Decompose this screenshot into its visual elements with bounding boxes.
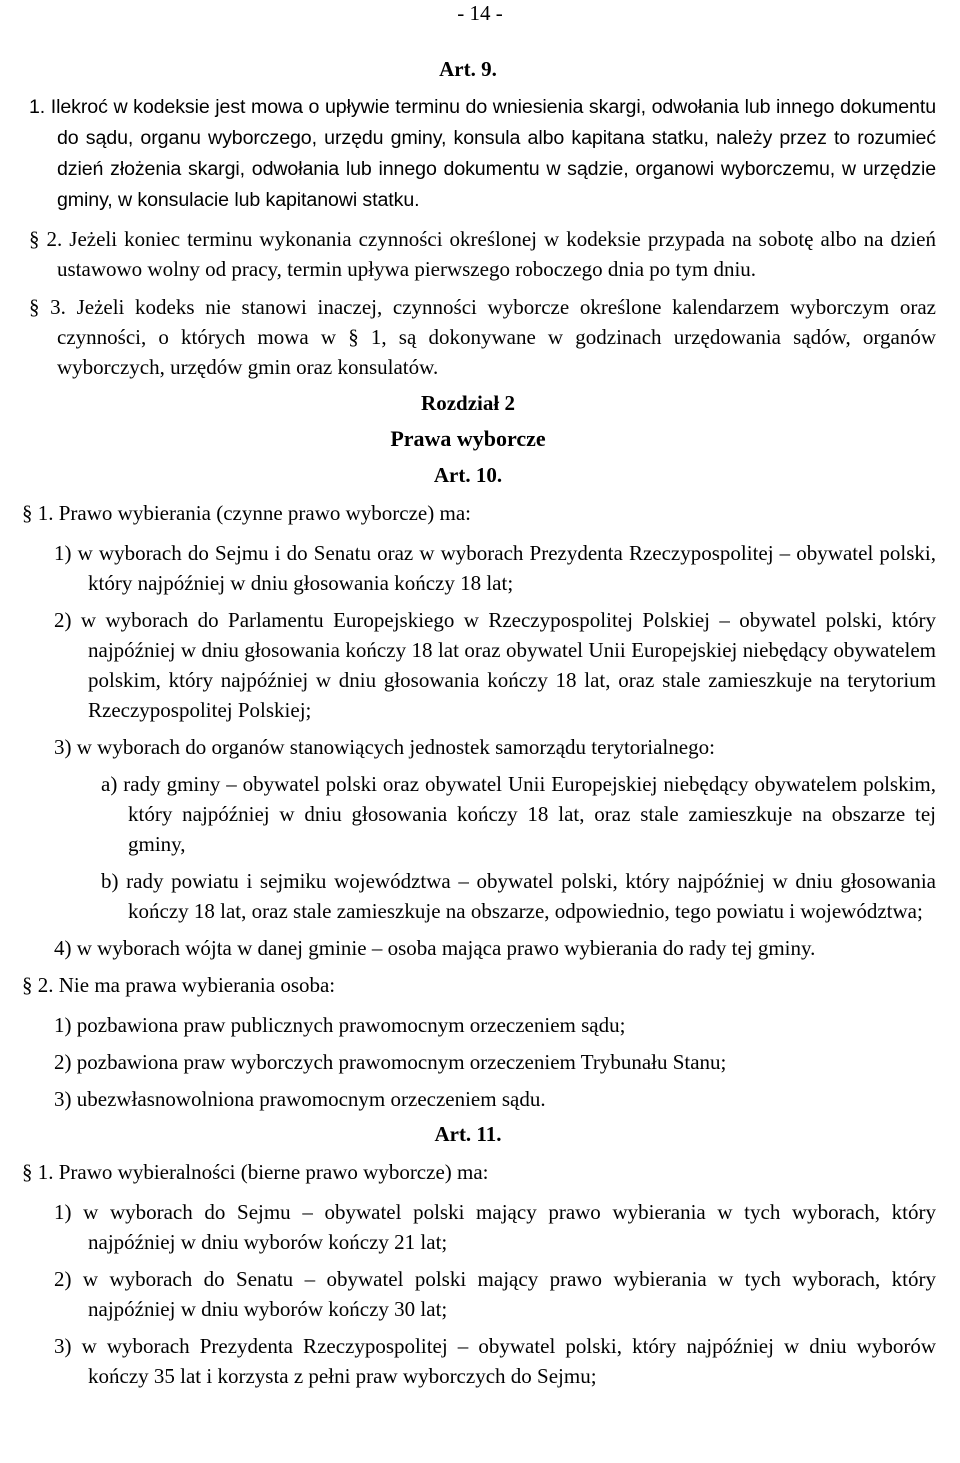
article-10-subitem-a: a) rady gminy – obywatel polski oraz obywatel Unii Europejskiej niebędący obywatelem polskim, który najpóźniej w dniu głosowania kończy 18 lat, oraz stale zamieszkuje na obszarze tej gminy, [101,772,936,856]
article-10-subitem-b: b) rady powiatu i sejmiku województwa – obywatel polski, który najpóźniej w dniu głosowania kończy 18 lat, oraz stale zamieszkuje na obszarze, odpowiednio, tego powiatu i województwa; [101,869,936,923]
chapter-subtitle: Prawa wyborcze [390,426,546,451]
document-body [0,56,940,1398]
article-9-heading: Art. 9. [439,57,497,81]
article-10-item-2: 2) w wyborach do Parlamentu Europejskiego w Rzeczypospolitej Polskiej – obywatel polski, który najpóźniej w dniu głosowania kończy 18 lat oraz obywatel Unii Europejskiej niebędący obywatelem polskim, który najpóźniej w dniu głosowania kończy 18 lat, oraz stale zamieszkuje na terytorium Rzeczypospolitej Polskiej; [54,608,936,722]
article-10-paragraph-2-item-1: 1) pozbawiona praw publicznych prawomocnym orzeczeniem sądu; [54,1013,626,1037]
article-10-heading: Art. 10. [433,463,503,487]
article-9-paragraph-2: § 2. Jeżeli koniec terminu wykonania czynności określonej w kodeksie przypada na sobotę albo na dzień ustawowo wolny od pracy, termin upływa pierwszego roboczego dnia po tym dniu. [29,227,936,281]
article-10-paragraph-2-intro: § 2. Nie ma prawa wybierania osoba: [22,973,336,997]
article-11-heading: Art. 11. [434,1122,502,1146]
article-9-paragraph-3: § 3. Jeżeli kodeks nie stanowi inaczej, czynności wyborcze określone kalendarzem wyborczym oraz czynności, o których mowa w § 1, są dokonywane w godzinach urzędowania sądów, organów wyborczych, urzędów gmin oraz konsulatów. [29,295,936,379]
page-number: - 14 - [457,1,503,25]
article-10-item-4: 4) w wyborach wójta w danej gminie – osoba mająca prawo wybierania do rady tej gminy. [54,936,816,960]
article-11-item-2: 2) w wyborach do Senatu – obywatel polski mający prawo wybierania w tych wyborach, który najpóźniej w dniu wyborów kończy 30 lat; [54,1267,936,1321]
article-10-item-1: 1) w wyborach do Sejmu i do Senatu oraz w wyborach Prezydenta Rzeczypospolitej – obywatel polski, który najpóźniej w dniu głosowania kończy 18 lat; [54,541,936,595]
article-11-paragraph-1-intro: § 1. Prawo wybieralności (bierne prawo wyborcze) ma: [22,1160,489,1184]
article-10-paragraph-2-item-3: 3) ubezwłasnowolniona prawomocnym orzeczeniem sądu. [54,1087,546,1111]
article-10-paragraph-2-item-2: 2) pozbawiona praw wyborczych prawomocnym orzeczeniem Trybunału Stanu; [54,1050,727,1074]
article-11-item-1: 1) w wyborach do Sejmu – obywatel polski mający prawo wybierania w tych wyborach, który najpóźniej w dniu wyborów kończy 21 lat; [54,1200,936,1254]
article-9-paragraph-1: 1. Ilekroć w kodeksie jest mowa o upływie terminu do wniesienia skargi, odwołania lub innego dokumentu do sądu, organu wyborczego, urzędu gminy, konsula albo kapitana statku, należy przez to rozumieć dzień złożenia skargi, odwołania lub innego dokumentu w sądzie, organowi wyborczemu, w urzędzie gminy, w konsulacie lub kapitanowi statku. [29,96,936,211]
chapter-title: Rozdział 2 [421,391,515,415]
article-11-item-3: 3) w wyborach Prezydenta Rzeczypospolitej – obywatel polski, który najpóźniej w dniu wyborów kończy 35 lat i korzysta z pełni praw wyborczych do Sejmu; [54,1334,936,1388]
article-10-item-3: 3) w wyborach do organów stanowiących jednostek samorządu terytorialnego: [54,735,715,759]
article-10-paragraph-1-intro: § 1. Prawo wybierania (czynne prawo wyborcze) ma: [22,501,471,525]
